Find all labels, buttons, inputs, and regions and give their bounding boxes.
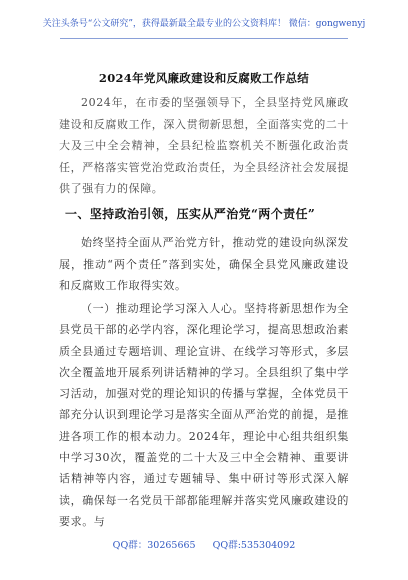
footer-qq-group-2: QQ群:535304092	[212, 540, 296, 551]
header-divider	[60, 38, 348, 39]
section1-paragraph: 始终坚持全面从严治党方针，推动党的建设向纵深发展，推动“两个责任”落到实处，确保全县党风廉政建设和反腐败工作取得实效。	[59, 236, 349, 292]
subsection1-paragraph: （一）推动理论学习深入人心。坚持将新思想作为全县党员干部的必学内容，深化理论学习，提高思想政治素质全县通过专题培训、理论宣讲、在线学习等形式，多层次全覆盖地开展系列讲话精神的学习。全县组织了集中学习活动，加强对党的理论知识的传播与掌握，全体党员干部充分认识到理论学习是落实全面从严治党的前提，是推进各项工作的根本动力。2024年，理论中心组共组织集中学习30次，覆盖党的二十大及三中全会精神、重要讲话精神等内容，通过专题辅导、集中研讨等形式深入解读，确保每一名党员干部都能理解并落实党风廉政建设的要求。与	[59, 302, 349, 528]
header-banner: 关注头条号“公文研究”，获得最新最全最专业的公文资料库！ 微信：gongwenyj	[42, 19, 366, 29]
footer-qq-groups	[0, 537, 408, 551]
footer-qq-group-1: QQ群：30265665	[112, 540, 196, 551]
document-title: 2024年党风廉政建设和反腐败工作总结	[98, 71, 310, 85]
intro-paragraph: 2024年，在市委的坚强领导下，全县坚持党风廉政建设和反腐败工作，深入贯彻新思想，全面落实党的二十大及三中全会精神，全县纪检监察机关不断强化政治责任，严格落实管党治党政治责任，为全县经济社会发展提供了强有力的保障。	[59, 96, 349, 195]
section-heading-1: 一、坚持政治引领，压实从严治党“两个责任”	[65, 207, 316, 221]
